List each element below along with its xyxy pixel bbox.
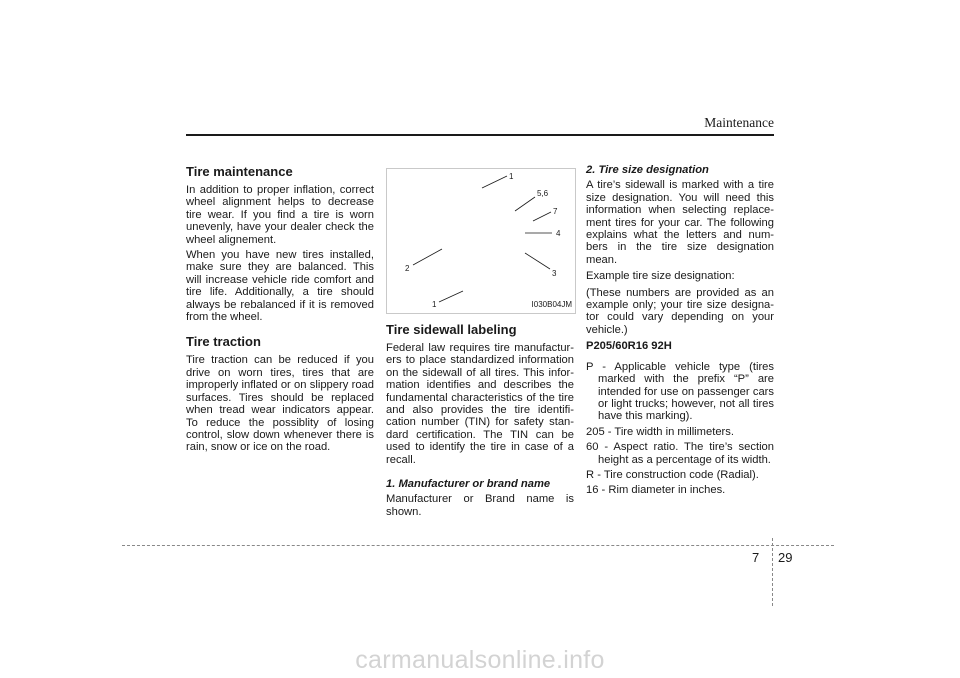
brand-name-subheading: 1. Manufacturer or brand name [386, 478, 551, 491]
list-item-rim-diameter: 16 - Rim diameter in inches. [586, 484, 726, 497]
section-title: Maintenance [704, 115, 774, 130]
figure-caption: I030B04JM [531, 299, 572, 309]
callout-label-5-6: 5,6 [537, 189, 549, 198]
list-item-aspect-ratio: 60 - Aspect ratio. The tire’s section height as a percentage of its width. [586, 441, 774, 466]
tire-maintenance-paragraph-2: When you have new tires installed, make sure they are balanced. This will increase vehicle ride comfort and tire life. Additionally, a tire should always be rebalanced if it is removed from the wheel. [186, 249, 374, 324]
chapter-number: 7 [752, 550, 760, 565]
footer-rule [122, 545, 834, 546]
callout-line-7 [533, 212, 551, 221]
callout-line-5-6 [515, 197, 535, 211]
list-item-construction: R - Tire construction code (Radial). [586, 468, 759, 481]
tire-traction-heading: Tire traction [186, 334, 261, 350]
tire-size-subheading: 2. Tire size designation [586, 164, 709, 176]
column-2-text [386, 318, 574, 521]
callout-lines [387, 169, 577, 315]
brand-name-paragraph: Manufacturer or Brand name is shown. [386, 493, 574, 518]
tire-traction-paragraph: Tire traction can be reduced if you drive on worn tires, tires that are improperly inflated or on slippery road surfaces. Tires should be replaced when tread wear indicators appear. To reduce the possiblity of losing control, slow down whenever there is rain, snow or ice on the road. [186, 354, 374, 454]
callout-label-2: 2 [405, 264, 410, 273]
list-item-width: 205 - Tire width in millimeters. [586, 425, 734, 438]
callout-line-1-top [482, 176, 507, 188]
page-number: 29 [778, 550, 793, 565]
callout-label-3: 3 [552, 269, 557, 278]
tire-size-paragraph: A tire’s sidewall is marked with a tire size designation. You will need this information when selecting replace-ment tires for your car. The following explains what the letters and num-bers in the tire size designation mean. [586, 179, 774, 266]
callout-label-7: 7 [553, 207, 558, 216]
callout-label-1-top: 1 [509, 172, 514, 181]
header-rule [186, 134, 774, 136]
column-3 [586, 164, 774, 499]
sidewall-labeling-paragraph: Federal law requires tire manufactur-ers to place standardized information on the sidewall of all tires. This infor-mation identifies and describes the fundamental characteristics of the tire and also provides the tire identifi-cation number (TIN) for safety stan-dard certification. The TIN can be used to identify the tire in case of a recall. [386, 342, 574, 466]
column-1 [186, 160, 374, 457]
tire-sidewall-figure [386, 168, 576, 314]
callout-label-1-bottom: 1 [432, 300, 437, 309]
callout-line-2 [413, 249, 442, 265]
watermark: carmanualsonline.info [355, 646, 605, 674]
tire-maintenance-paragraph-1: In addition to proper inflation, correct wheel alignment helps to decrease tire wear. If you find a tire is worn unevenly, have your dealer check the wheel alignement. [186, 184, 374, 246]
example-note: (These numbers are provided as an example only; your tire size designa-tor could vary depending on your vehicle.) [586, 286, 774, 336]
example-label: Example tire size designation: [586, 270, 735, 283]
page-number-divider [772, 538, 773, 606]
list-item-vehicle-type: P - Applicable vehicle type (tires marked with the prefix “P” are intended for use on passenger cars or light trucks; however, not all tires have this marking). [586, 360, 774, 423]
example-code: P205/60R16 92H [586, 340, 672, 353]
tire-maintenance-heading: Tire maintenance [186, 164, 293, 179]
sidewall-labeling-heading: Tire sidewall labeling [386, 322, 517, 337]
callout-line-3 [525, 253, 550, 269]
callout-label-4: 4 [556, 229, 561, 238]
callout-line-1-bottom [439, 291, 463, 302]
